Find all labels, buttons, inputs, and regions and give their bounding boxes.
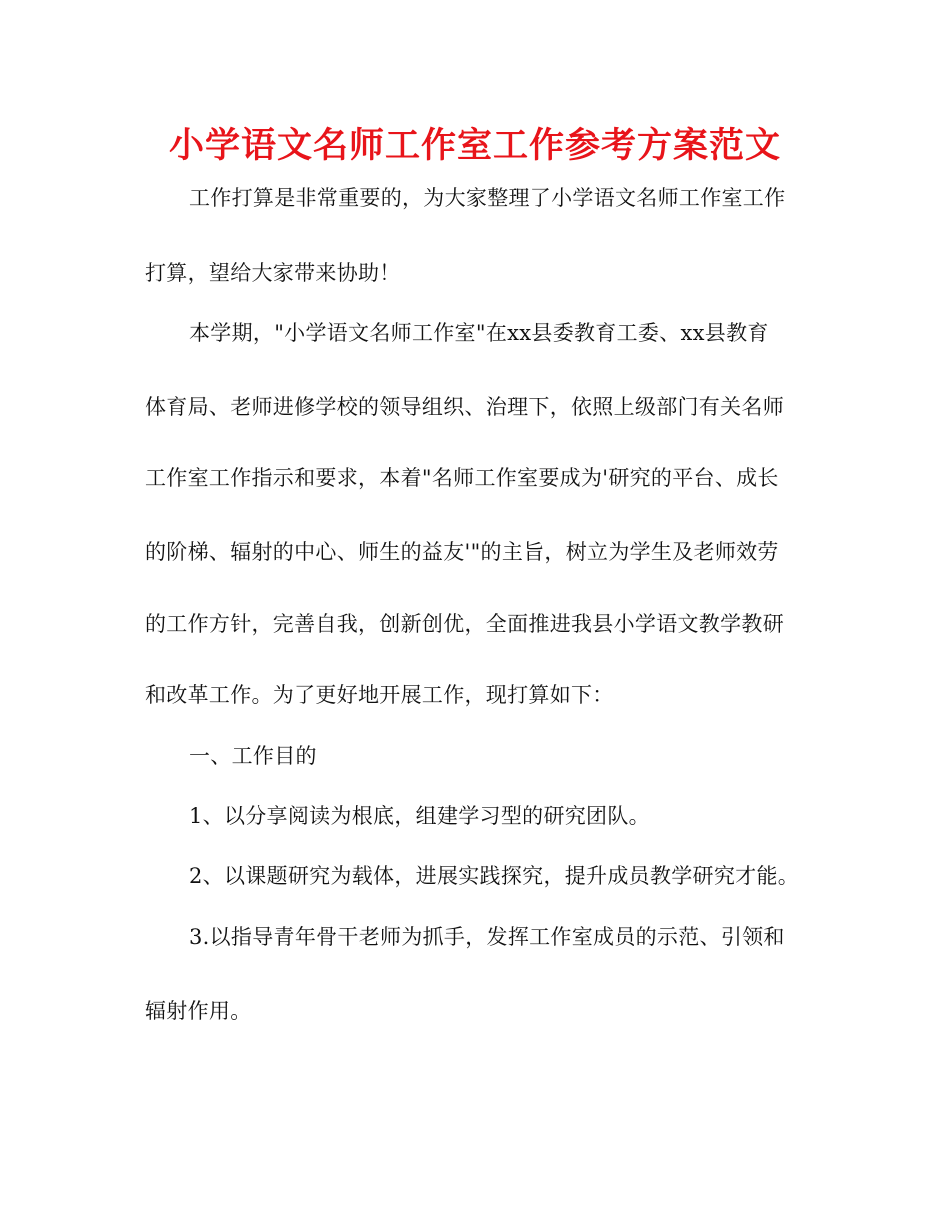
paragraph-line: 打算，望给大家带来协助！ [145, 261, 401, 285]
paragraph-line: 体育局、老师进修学校的领导组织、治理下，依照上级部门有关名师 [145, 395, 784, 419]
paragraph-line: 辐射作用。 [145, 999, 252, 1023]
paragraph-line: 工作室工作指示和要求，本着"名师工作室要成为'研究的平台、成长 [145, 466, 779, 490]
document-title: 小学语文名师工作室工作参考方案范文 [168, 126, 781, 166]
paragraph-line: 的工作方针，完善自我，创新创优，全面推进我县小学语文教学教研 [145, 612, 784, 636]
paragraph-line: 的阶梯、辐射的中心、师生的益友'"的主旨，树立为学生及老师效劳 [145, 540, 779, 564]
list-item: 1、以分享阅读为根底，组建学习型的研究团队。 [189, 804, 650, 828]
section-heading: 一、工作目的 [189, 744, 317, 768]
paragraph-line: 和改革工作。为了更好地开展工作，现打算如下： [145, 683, 614, 707]
paragraph-line: 本学期，"小学语文名师工作室"在xx县委教育工委、xx县教育 [189, 321, 769, 345]
paragraph-line: 工作打算是非常重要的，为大家整理了小学语文名师工作室工作 [189, 186, 786, 210]
list-item: 3.以指导青年骨干老师为抓手，发挥工作室成员的示范、引领和 [189, 925, 785, 949]
list-item: 2、以课题研究为载体，进展实践探究，提升成员教学研究才能。 [189, 864, 800, 888]
